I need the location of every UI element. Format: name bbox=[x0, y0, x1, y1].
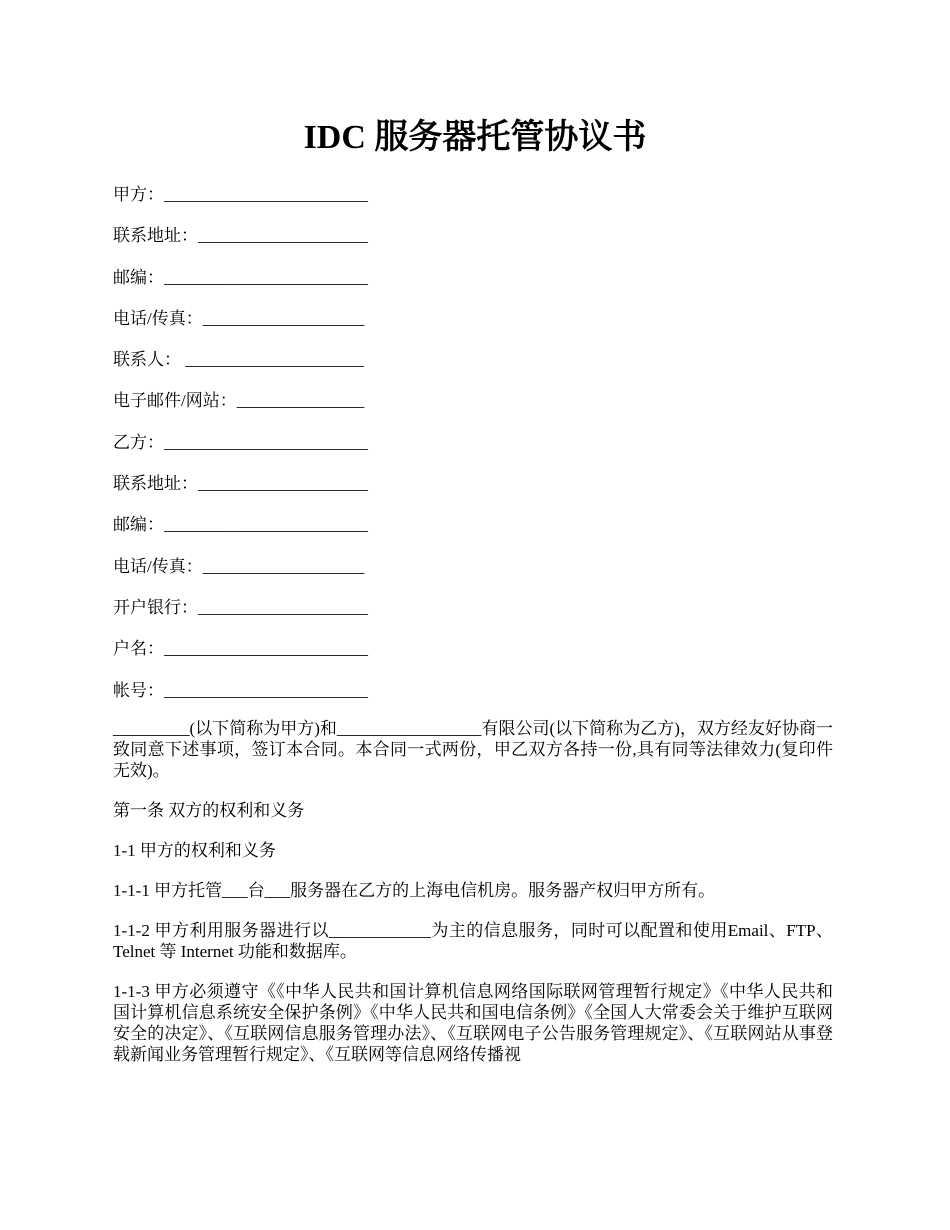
party-b-account-name-field: 户名：________________________ bbox=[113, 639, 368, 659]
article-1-heading: 第一条 双方的权利和义务 bbox=[113, 801, 305, 820]
section-1-1-heading: 1-1 甲方的权利和义务 bbox=[113, 841, 276, 860]
party-b-name-field: 乙方：________________________ bbox=[113, 432, 368, 452]
party-b-address-field: 联系地址：____________________ bbox=[113, 474, 368, 494]
clause-1-1-2: 1-1-2 甲方利用服务器进行以____________为主的信息服务，同时可以配置和使用Email、FTP、Telnet 等 Internet 功能和数据库。 bbox=[113, 921, 833, 961]
party-a-contact-field: 联系人： _____________________ bbox=[113, 350, 364, 370]
party-a-email-website-field: 电子邮件/网站：_______________ bbox=[113, 391, 365, 411]
party-a-name-field: 甲方：________________________ bbox=[113, 185, 368, 204]
party-b-bank-field: 开户银行：____________________ bbox=[113, 597, 368, 617]
party-b-postcode-field: 邮编：________________________ bbox=[113, 515, 368, 535]
party-a-postcode-field: 邮编：________________________ bbox=[113, 267, 368, 287]
party-a-phone-fax-field: 电话/传真：___________________ bbox=[113, 308, 365, 328]
party-b-phone-fax-field: 电话/传真：___________________ bbox=[113, 556, 365, 576]
intro-paragraph: _________(以下简称为甲方)和_________________有限公司(以下简称为乙方)，双方经友好协商一致同意下述事项，签订本合同。本合同一式两份，甲乙双方各持一份,具有同等法律效力(复印件无效)。 bbox=[113, 719, 833, 780]
party-a-address-field: 联系地址：____________________ bbox=[113, 226, 368, 246]
agreement-body bbox=[113, 718, 833, 1084]
document-title: IDC 服务器托管协议书 bbox=[303, 119, 647, 156]
clause-1-1-1: 1-1-1 甲方托管___台___服务器在乙方的上海电信机房。服务器产权归甲方所有。 bbox=[113, 881, 716, 900]
clause-1-1-3: 1-1-3 甲方必须遵守《《中华人民共和国计算机信息网络国际联网管理暂行规定》《中华人民共和国计算机信息系统安全保护条例》《中华人民共和国电信条例》《全国人大常委会关于维护互联网安全的决定》、《互联网信息服务管理办法》、《互联网电子公告服务管理规定》、《互联网站从事登载新闻业务管理暂行规定》、《互联网等信息网络传播视 bbox=[113, 982, 833, 1064]
party-b-account-number-field: 帐号：________________________ bbox=[113, 680, 368, 700]
party-info-fields bbox=[113, 180, 833, 717]
